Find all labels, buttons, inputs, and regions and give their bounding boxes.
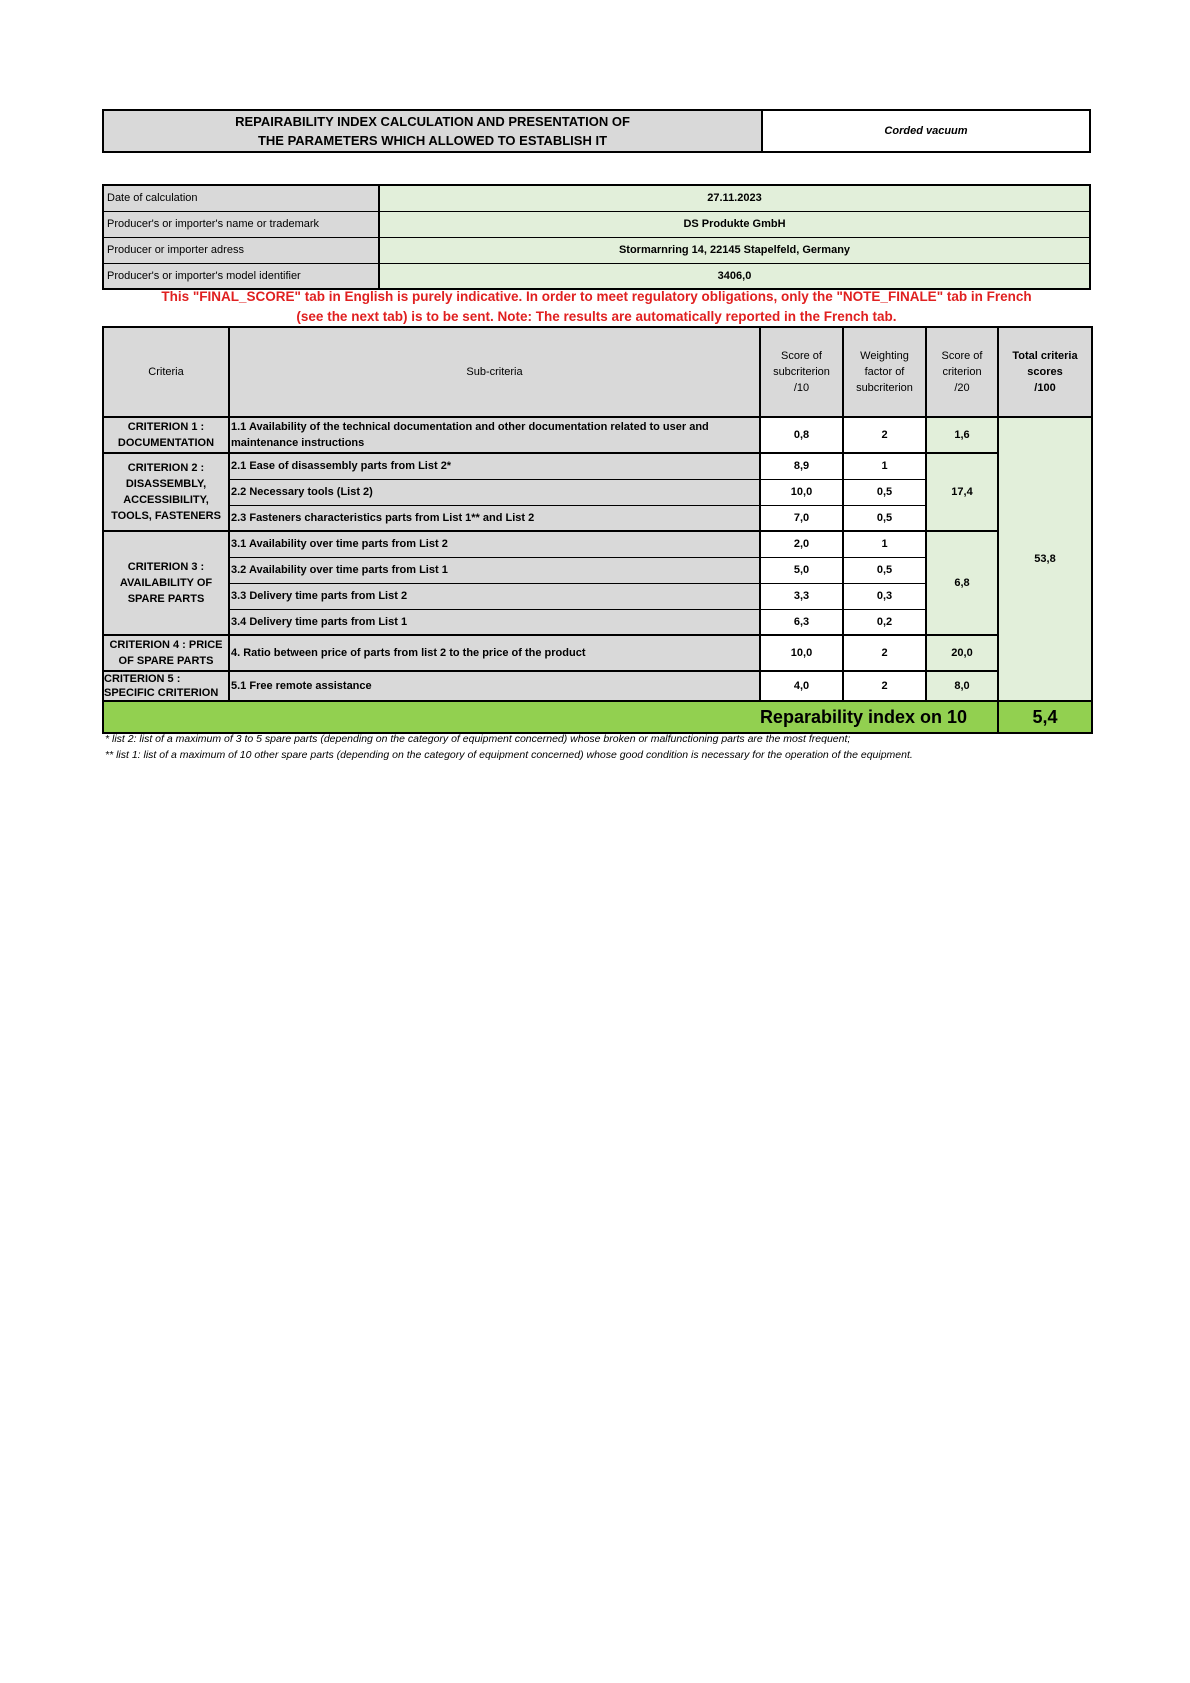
- info-row-date: [103, 185, 1090, 211]
- subcriterion-label: 3.2 Availability over time parts from List 1: [229, 557, 760, 583]
- subcriterion-weight: 2: [843, 671, 926, 701]
- header-line: /20: [954, 382, 970, 394]
- subcriterion-score: 4,0: [760, 671, 843, 701]
- info-value: Stormarnring 14, 22145 Stapelfeld, Germany: [379, 237, 1090, 263]
- header-sub-criteria: Sub-criteria: [229, 327, 760, 417]
- subcriterion-score: 3,3: [760, 583, 843, 609]
- subcriterion-weight: 2: [843, 635, 926, 671]
- footnote-list-1: ** list 1: list of a maximum of 10 other spare parts (depending on the category of equipment concerned) whose good condition is necessary for the operation of the equipment.: [105, 749, 913, 761]
- notice-line-1: This "FINAL_SCORE" tab in English is purely indicative. In order to meet regulatory obligations, only the "NOTE_FINALE" tab in French: [161, 289, 1032, 304]
- subcriterion-weight: 0,5: [843, 479, 926, 505]
- subcriterion-label: 3.3 Delivery time parts from List 2: [229, 583, 760, 609]
- criterion-4-name: CRITERION 4 : PRICE OF SPARE PARTS: [103, 635, 229, 671]
- header-score-subcriterion: [760, 327, 843, 417]
- subcriterion-weight: 0,2: [843, 609, 926, 635]
- header-line: subcriterion: [856, 382, 913, 394]
- title-line-2: THE PARAMETERS WHICH ALLOWED TO ESTABLISH IT: [257, 133, 608, 148]
- subcriterion-score: 8,9: [760, 453, 843, 479]
- table-row: [103, 417, 1092, 453]
- info-label: Producer's or importer's model identifier: [103, 263, 379, 289]
- criterion-1-score: 1,6: [926, 417, 998, 453]
- info-row-producer: [103, 211, 1090, 237]
- header-line: factor of: [864, 366, 905, 378]
- header-total: [998, 327, 1092, 417]
- header-row: [103, 327, 1092, 417]
- reparability-index-label: Reparability index on 10: [103, 701, 998, 733]
- table-row: [103, 453, 1092, 479]
- subcriterion-label: 2.1 Ease of disassembly parts from List 2*: [229, 453, 760, 479]
- criterion-5-name: CRITERION 5 : SPECIFIC CRITERION: [103, 671, 229, 701]
- subcriterion-weight: 1: [843, 531, 926, 557]
- subcriterion-score: 6,3: [760, 609, 843, 635]
- footnote-list-2: * list 2: list of a maximum of 3 to 5 spare parts (depending on the category of equipment concerned) whose broken or malfunctioning parts are the most frequent;: [105, 733, 851, 745]
- criterion-3-score: 6,8: [926, 531, 998, 635]
- subcriterion-score: 10,0: [760, 635, 843, 671]
- info-value: DS Produkte GmbH: [379, 211, 1090, 237]
- info-label: Producer's or importer's name or trademark: [103, 211, 379, 237]
- info-row-address: [103, 237, 1090, 263]
- subcriterion-weight: 2: [843, 417, 926, 453]
- score-table: [102, 326, 1093, 734]
- index-row: [103, 701, 1092, 733]
- table-row: [103, 635, 1092, 671]
- header-line: /10: [793, 382, 810, 394]
- subcriterion-label: 2.3 Fasteners characteristics parts from List 1** and List 2: [229, 505, 760, 531]
- title-line-1: REPAIRABILITY INDEX CALCULATION AND PRESENTATION OF: [235, 114, 630, 129]
- document-title: [104, 111, 763, 151]
- info-value: 27.11.2023: [379, 185, 1090, 211]
- header-line: criterion: [942, 366, 982, 378]
- subcriterion-score: 2,0: [760, 531, 843, 557]
- subcriterion-weight: 1: [843, 453, 926, 479]
- subcriterion-label: 2.2 Necessary tools (List 2): [229, 479, 760, 505]
- header-line: /100: [1034, 382, 1056, 394]
- subcriterion-label: 4. Ratio between price of parts from list 2 to the price of the product: [229, 635, 760, 671]
- subcriterion-weight: 0,5: [843, 505, 926, 531]
- subcriterion-score: 7,0: [760, 505, 843, 531]
- product-type: Corded vacuum: [884, 125, 968, 137]
- header-criteria: Criteria: [103, 327, 229, 417]
- criterion-2-name: CRITERION 2 : DISASSEMBLY, ACCESSIBILITY, TOOLS, FASTENERS: [103, 453, 229, 531]
- subcriterion-label: 3.1 Availability over time parts from List 2: [229, 531, 760, 557]
- subcriterion-label: 5.1 Free remote assistance: [229, 671, 760, 701]
- header-score-criterion: [926, 327, 998, 417]
- total-criteria-score: 53,8: [998, 417, 1092, 701]
- info-label: Producer or importer adress: [103, 237, 379, 263]
- criterion-1-name: CRITERION 1 : DOCUMENTATION: [103, 417, 229, 453]
- footnotes: [105, 731, 913, 763]
- subcriterion-label: 1.1 Availability of the technical documentation and other documentation related to user and maintenance instructions: [229, 417, 760, 453]
- info-table: [102, 184, 1091, 290]
- info-value: 3406,0: [379, 263, 1090, 289]
- criterion-2-score: 17,4: [926, 453, 998, 531]
- subcriterion-score: 10,0: [760, 479, 843, 505]
- header-line: scores: [1027, 366, 1063, 378]
- reparability-index-value: 5,4: [998, 701, 1092, 733]
- subcriterion-label: 3.4 Delivery time parts from List 1: [229, 609, 760, 635]
- table-row: [103, 671, 1092, 701]
- header-weighting: [843, 327, 926, 417]
- criterion-4-score: 20,0: [926, 635, 998, 671]
- title-box: [102, 109, 1091, 153]
- header-line: Total criteria: [1012, 350, 1078, 362]
- notice-line-2: (see the next tab) is to be sent. Note: The results are automatically reported in the French tab.: [296, 309, 897, 324]
- criterion-3-name: CRITERION 3 : AVAILABILITY OF SPARE PARTS: [103, 531, 229, 635]
- info-label: Date of calculation: [103, 185, 379, 211]
- table-row: [103, 531, 1092, 557]
- header-line: Weighting: [860, 350, 909, 362]
- criterion-5-score: 8,0: [926, 671, 998, 701]
- info-row-model: [103, 263, 1090, 289]
- header-line: Score of: [781, 350, 822, 362]
- regulatory-notice: [102, 287, 1091, 327]
- subcriterion-score: 5,0: [760, 557, 843, 583]
- header-line: Score of: [941, 350, 983, 362]
- header-line: subcriterion: [773, 366, 830, 378]
- subcriterion-weight: 0,5: [843, 557, 926, 583]
- subcriterion-score: 0,8: [760, 417, 843, 453]
- subcriterion-weight: 0,3: [843, 583, 926, 609]
